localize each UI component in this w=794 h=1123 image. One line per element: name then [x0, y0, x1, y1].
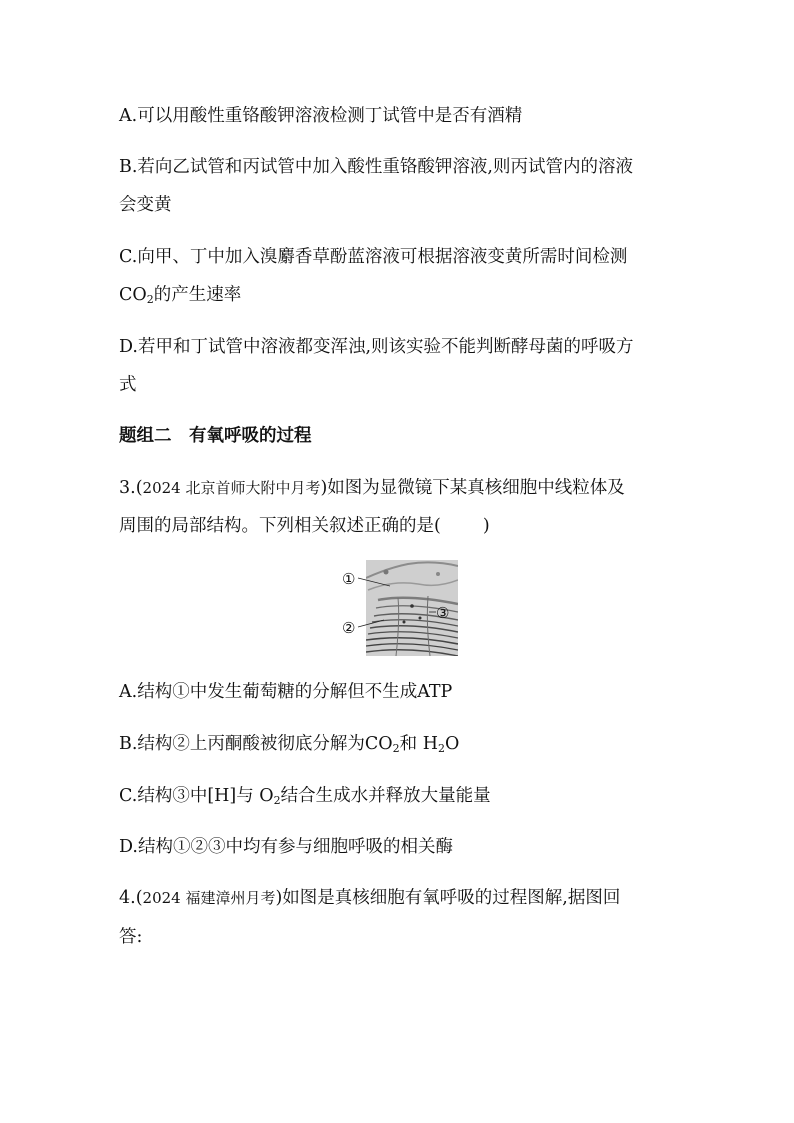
q4-source: 2024 福建漳州月考 — [142, 889, 276, 907]
section-heading: 题组二 有氧呼吸的过程 — [119, 426, 312, 446]
figure-label-2: ② — [342, 619, 356, 637]
q3-source: 2024 北京首师大附中月考 — [142, 479, 321, 497]
figure-label-1: ① — [342, 570, 356, 588]
q2-option-b-line2: 会变黄 — [119, 195, 172, 215]
q2-option-a: A.可以用酸性重铬酸钾溶液检测丁试管中是否有酒精 — [119, 106, 523, 126]
q2-option-c-line1: C.向甲、丁中加入溴麝香草酚蓝溶液可根据溶液变黄所需时间检测 — [119, 247, 628, 267]
q2-option-c-line2: $CO_2$的产生速率 — [119, 285, 242, 306]
q3-stem-line1: 3.(2024 北京首师大附中月考)如图为显微镜下某真核细胞中线粒体及 — [119, 478, 625, 498]
q3-option-b: B.结构②上丙酮酸被彻底分解为$CO_2$和 $H_2O$ — [119, 734, 460, 755]
q3-option-c: C.结构③中[H]与 $O_2$结合生成水并释放大量能量 — [119, 786, 491, 807]
q4-stem-line2: 答: — [119, 927, 143, 947]
mitochondria-micrograph — [338, 560, 462, 656]
figure-label-3: ③ — [436, 604, 450, 622]
q3-stem-line2: 周围的局部结构。下列相关叙述正确的是( ) — [119, 516, 490, 536]
q2-option-d-line1: D.若甲和丁试管中溶液都变浑浊,则该实验不能判断酵母菌的呼吸方 — [119, 337, 634, 357]
q2-option-d-line2: 式 — [119, 375, 137, 395]
q3-option-d: D.结构①②③中均有参与细胞呼吸的相关酶 — [119, 837, 453, 857]
co2-formula: CO — [119, 285, 147, 305]
q4-stem-line1: 4.(2024 福建漳州月考)如图是真核细胞有氧呼吸的过程图解,据图回 — [119, 888, 621, 908]
q2-option-b-line1: B.若向乙试管和丙试管中加入酸性重铬酸钾溶液,则丙试管内的溶液 — [119, 157, 633, 177]
q3-option-a: A.结构①中发生葡萄糖的分解但不生成ATP — [119, 682, 453, 702]
